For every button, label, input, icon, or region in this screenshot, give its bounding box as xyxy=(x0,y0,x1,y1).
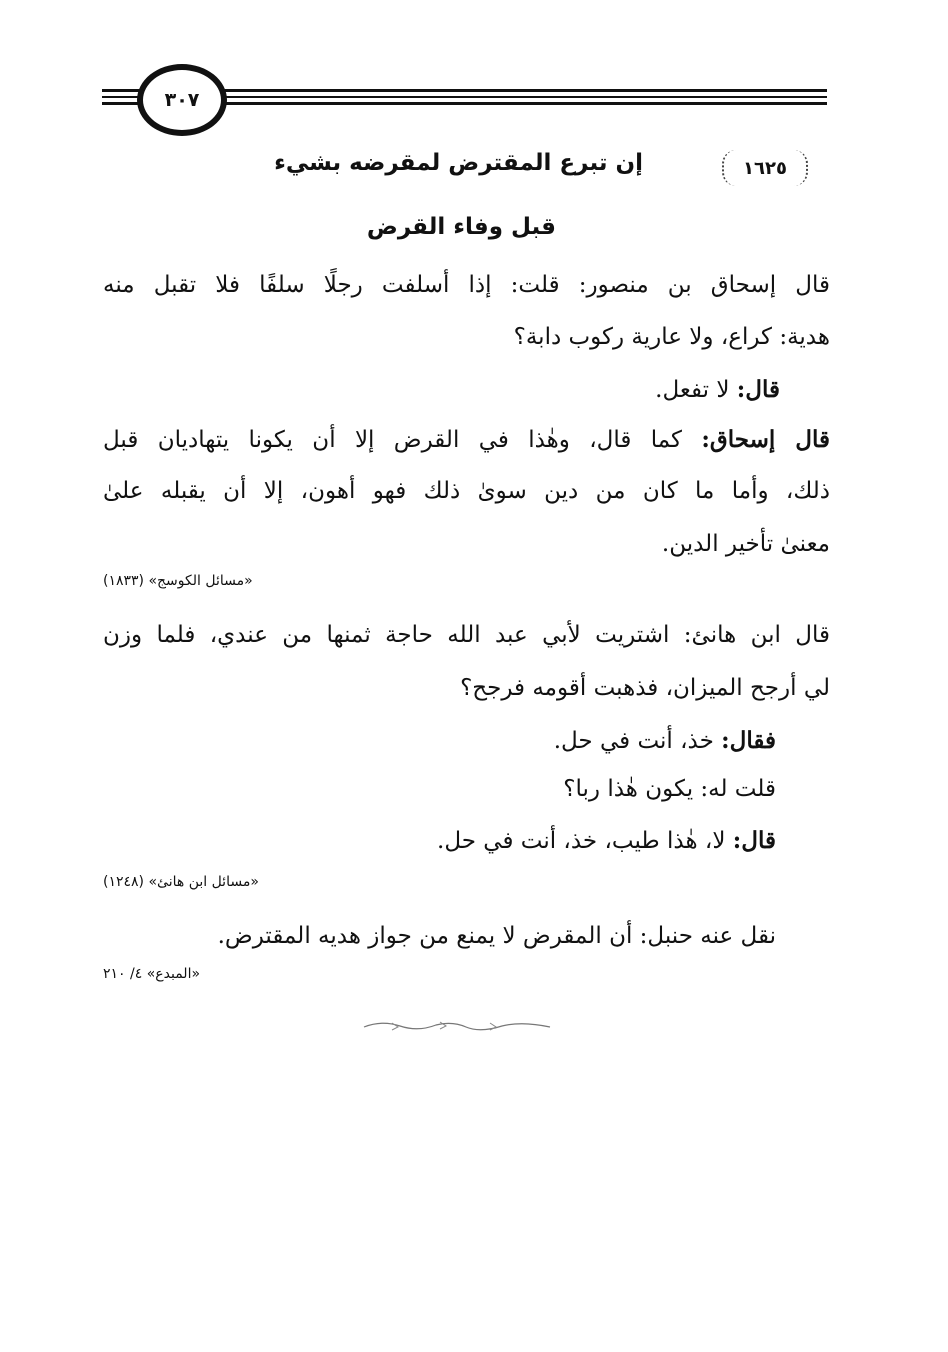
speech-text: لا تفعل. xyxy=(655,377,737,403)
source-citation: «المبدع» ٤/ ٢١٠ xyxy=(103,966,201,982)
speaker-label: قال إسحاق: xyxy=(701,426,830,453)
chapter-title: إن تبرع المقترض لمقرضه بشيء xyxy=(274,150,643,176)
paragraph-line xyxy=(437,829,776,853)
chapter-subtitle: قبل وفاء القرض xyxy=(366,214,556,240)
paragraph-line: هدية: كراع، ولا عارية ركوب دابة؟ xyxy=(513,324,830,350)
paragraph-line: لي أرجح الميزان، فذهبت أقومه فرجح؟ xyxy=(460,675,830,701)
speaker-label: فقال: xyxy=(721,727,776,754)
paragraph-line: قال ابن هانئ: اشتريت لأبي عبد الله حاجة ثمنها من عندي، فلما وزن xyxy=(103,622,830,648)
paragraph-line: ذلك، وأما ما كان من دين سوىٰ ذلك فهو أهون، إلا أن يقبله علىٰ xyxy=(103,478,830,504)
speaker-label: قال: xyxy=(736,376,780,403)
page-number: ٣٠٧ xyxy=(164,89,200,111)
paragraph-line xyxy=(554,729,776,753)
source-citation: «مسائل الكوسج» (١٨٣٣) xyxy=(103,573,253,589)
paragraph-line: قلت له: يكون هٰذا ربا؟ xyxy=(563,776,776,802)
header-rule-middle xyxy=(205,96,827,98)
paragraph-line xyxy=(655,378,780,402)
page-header xyxy=(0,0,948,140)
paragraph-line: نقل عنه حنبل: أن المقرض لا يمنع من جواز هديه المقترض. xyxy=(217,923,776,949)
paragraph-line: قال إسحاق بن منصور: قلت: إذا أسلفت رجلًا سلفًا فلا تقبل منه xyxy=(103,272,830,298)
speech-text: كما قال، وهٰذا في القرض إلا أن يكونا يتهاديان قبل xyxy=(103,427,702,453)
page-number-badge xyxy=(137,64,227,136)
speech-text: خذ، أنت في حل. xyxy=(553,728,722,754)
end-ornament-icon xyxy=(362,1018,552,1032)
item-number: ١٦٢٥ xyxy=(743,157,787,179)
item-number-badge xyxy=(722,150,808,186)
header-rule-bottom xyxy=(205,102,827,105)
paragraph-line: معنىٰ تأخير الدين. xyxy=(661,531,830,557)
speaker-label: قال: xyxy=(732,827,776,854)
paragraph-line xyxy=(103,428,830,452)
header-rule-top xyxy=(205,89,827,92)
source-citation: «مسائل ابن هانئ» (١٢٤٨) xyxy=(103,874,259,890)
speech-text: لا، هٰذا طيب، خذ، أنت في حل. xyxy=(437,828,733,854)
